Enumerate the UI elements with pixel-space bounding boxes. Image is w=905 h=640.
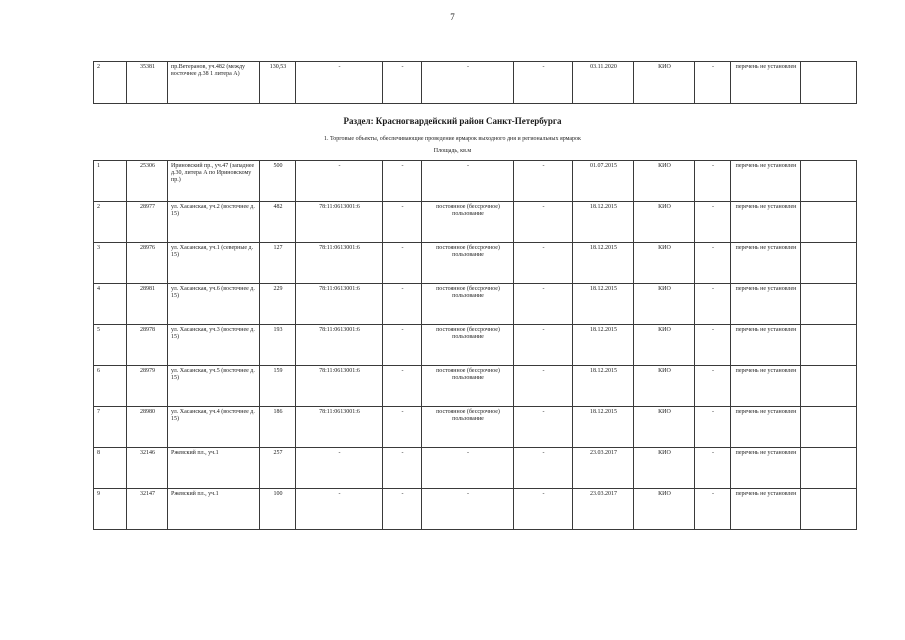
table-cell [801, 407, 857, 448]
table-cell: Ржевский пл., уч.1 [168, 489, 260, 530]
table-cell: 100 [260, 489, 296, 530]
table-cell: пр.Ветеранов, уч.482 (между восточнее д.38 1 литера А) [168, 62, 260, 104]
table-cell: 8 [94, 448, 127, 489]
table-cell: 78:11:0613001:6 [296, 325, 383, 366]
table-cell: 78:11:0613001:6 [296, 202, 383, 243]
table-row [94, 284, 857, 325]
table-cell: постоянное (бессрочное) пользование [422, 243, 514, 284]
table-cell: - [695, 366, 731, 407]
table-cell [801, 489, 857, 530]
table-cell: - [383, 62, 422, 104]
table-cell: 3 [94, 243, 127, 284]
table-cell: - [514, 407, 573, 448]
table-cell: 159 [260, 366, 296, 407]
section-heading: Раздел: Красногвардейский район Санкт-Петербурга [343, 116, 562, 126]
table-cell: - [383, 366, 422, 407]
table-cell: ул. Хасанская, уч.5 (восточнее д. 15) [168, 366, 260, 407]
table-cell: ул. Хасанская, уч.3 (восточнее д. 15) [168, 325, 260, 366]
table-cell: КИО [634, 489, 695, 530]
table-cell: - [383, 284, 422, 325]
table-cell: постоянное (бессрочное) пользование [422, 325, 514, 366]
table-cell: - [383, 161, 422, 202]
table-cell: Ржевский пл., уч.1 [168, 448, 260, 489]
table-cell: - [383, 448, 422, 489]
table-cell: КИО [634, 284, 695, 325]
table-cell: - [695, 448, 731, 489]
table-cell: 78:11:0613001:6 [296, 243, 383, 284]
table-row [94, 243, 857, 284]
table-cell: перечень не установлен [731, 407, 801, 448]
table-cell: перечень не установлен [731, 325, 801, 366]
table-cell: - [296, 448, 383, 489]
table-row [94, 325, 857, 366]
table-cell: 18.12.2015 [573, 243, 634, 284]
table-cell [801, 202, 857, 243]
table-cell: - [695, 407, 731, 448]
table-cell: 35381 [127, 62, 168, 104]
table-cell: перечень не установлен [731, 243, 801, 284]
table-cell: 18.12.2015 [573, 325, 634, 366]
table-row [94, 366, 857, 407]
page-number: 7 [450, 12, 455, 22]
table-cell: 2 [94, 202, 127, 243]
table-cell: постоянное (бессрочное) пользование [422, 407, 514, 448]
table-cell: 4 [94, 284, 127, 325]
table-cell: 130,53 [260, 62, 296, 104]
table-cell: ул. Хасанская, уч.1 (северные д. 15) [168, 243, 260, 284]
table-cell: 2 [94, 62, 127, 104]
table-cell: постоянное (бессрочное) пользование [422, 284, 514, 325]
table-row [94, 62, 857, 104]
table-cell: 193 [260, 325, 296, 366]
table-cell: 78:11:0613001:6 [296, 407, 383, 448]
table-cell: КИО [634, 325, 695, 366]
table-cell [801, 325, 857, 366]
table-cell: - [695, 202, 731, 243]
table-cell: - [296, 62, 383, 104]
table-cell: ул. Хасанская, уч.6 (восточнее д. 15) [168, 284, 260, 325]
table-row [94, 202, 857, 243]
table-cell: КИО [634, 161, 695, 202]
table-cell: перечень не установлен [731, 448, 801, 489]
table-cell: постоянное (бессрочное) пользование [422, 366, 514, 407]
table-cell: 23.03.2017 [573, 489, 634, 530]
table-cell: 186 [260, 407, 296, 448]
table-cell: - [422, 448, 514, 489]
table-cell: постоянное (бессрочное) пользование [422, 202, 514, 243]
table-cell [801, 284, 857, 325]
table-cell: 18.12.2015 [573, 407, 634, 448]
table-cell: - [296, 161, 383, 202]
table-cell: - [514, 243, 573, 284]
table-cell: - [383, 489, 422, 530]
table-cell: 23.03.2017 [573, 448, 634, 489]
table-cell: 25306 [127, 161, 168, 202]
table-cell: 28981 [127, 284, 168, 325]
table-cell: - [695, 62, 731, 104]
table-cell: 03.11.2020 [573, 62, 634, 104]
table-cell: - [422, 62, 514, 104]
table-cell: перечень не установлен [731, 62, 801, 104]
table-cell: - [514, 448, 573, 489]
table-cell: - [514, 366, 573, 407]
table-cell: перечень не установлен [731, 202, 801, 243]
table-cell: КИО [634, 448, 695, 489]
table-cell: - [514, 161, 573, 202]
table-cell: - [383, 243, 422, 284]
table-cell: - [514, 489, 573, 530]
table-cell: - [383, 202, 422, 243]
table-cell: 6 [94, 366, 127, 407]
table-cell: 500 [260, 161, 296, 202]
table-cell: - [422, 489, 514, 530]
table-row [94, 448, 857, 489]
table-cell: 229 [260, 284, 296, 325]
krasnogvardeysky-objects-table [93, 160, 857, 530]
objects-table-continued [93, 61, 857, 104]
table-row [94, 407, 857, 448]
table-cell: 28978 [127, 325, 168, 366]
table-cell: КИО [634, 202, 695, 243]
unit-caption: Площадь, кв.м [433, 148, 472, 154]
table-cell: перечень не установлен [731, 284, 801, 325]
table-cell: 18.12.2015 [573, 284, 634, 325]
table-cell: 1 [94, 161, 127, 202]
table-cell: Ириновский пр., уч.47 (западнее д.30, литера А по Ириновскому пр.) [168, 161, 260, 202]
table-row [94, 161, 857, 202]
table-cell: - [514, 62, 573, 104]
table-cell [801, 161, 857, 202]
table-cell: - [383, 407, 422, 448]
table-cell: ул. Хасанская, уч.2 (восточнее д. 15) [168, 202, 260, 243]
table-cell: 32146 [127, 448, 168, 489]
table-cell: 78:11:0613001:6 [296, 366, 383, 407]
table-cell: 9 [94, 489, 127, 530]
table-cell [801, 366, 857, 407]
table-cell: 18.12.2015 [573, 202, 634, 243]
table-cell: 32147 [127, 489, 168, 530]
table-cell [801, 62, 857, 104]
table-cell: - [296, 489, 383, 530]
table-cell: КИО [634, 62, 695, 104]
table-cell: 482 [260, 202, 296, 243]
table-cell: КИО [634, 407, 695, 448]
subsection-caption: 1. Торговые объекты, обеспечивающие проведение ярмарок выходного дня и региональных ярмарок [324, 136, 581, 142]
table-cell: 18.12.2015 [573, 366, 634, 407]
table-cell: ул. Хасанская, уч.4 (восточнее д. 15) [168, 407, 260, 448]
table-cell: КИО [634, 366, 695, 407]
table-cell: 257 [260, 448, 296, 489]
table-cell: - [514, 284, 573, 325]
table-cell: - [695, 243, 731, 284]
table-cell: - [514, 325, 573, 366]
table-cell: - [695, 161, 731, 202]
table-cell: 28977 [127, 202, 168, 243]
table-cell: 01.07.2015 [573, 161, 634, 202]
table-cell: - [695, 284, 731, 325]
table-cell: перечень не установлен [731, 366, 801, 407]
table-cell: 28979 [127, 366, 168, 407]
table-cell: перечень не установлен [731, 489, 801, 530]
table-cell: 78:11:0613001:6 [296, 284, 383, 325]
table-cell: КИО [634, 243, 695, 284]
table-cell [801, 448, 857, 489]
table-cell: 127 [260, 243, 296, 284]
table-cell: 5 [94, 325, 127, 366]
table-cell: - [422, 161, 514, 202]
table-cell: 7 [94, 407, 127, 448]
table-cell: - [695, 489, 731, 530]
table-cell: - [383, 325, 422, 366]
table-cell: перечень не установлен [731, 161, 801, 202]
table-cell: - [514, 202, 573, 243]
table-cell: 28976 [127, 243, 168, 284]
table-cell: 28980 [127, 407, 168, 448]
table-cell [801, 243, 857, 284]
table-cell: - [695, 325, 731, 366]
table-row [94, 489, 857, 530]
